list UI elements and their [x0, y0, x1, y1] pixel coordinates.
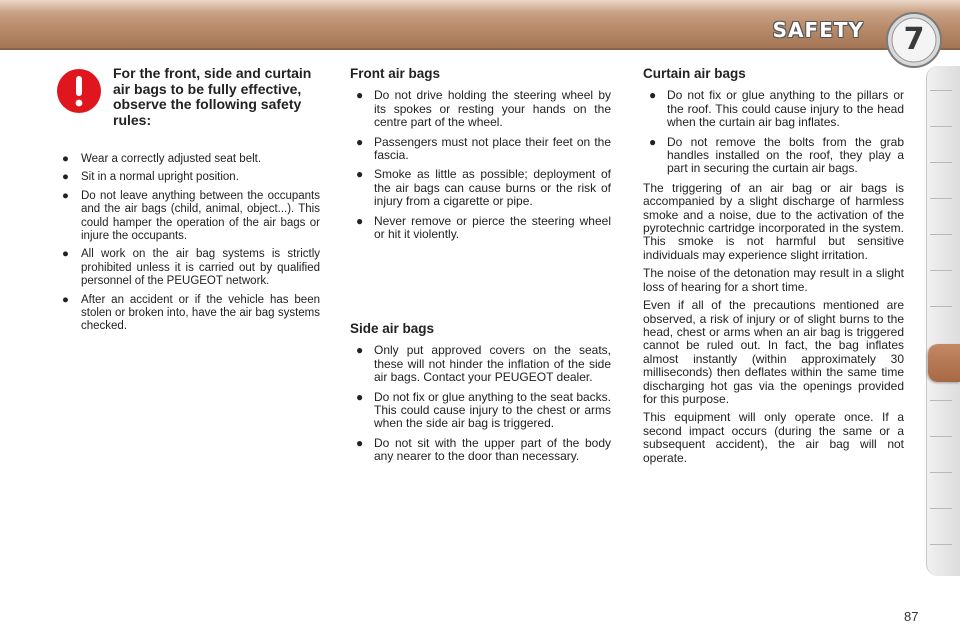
tab-divider — [930, 234, 952, 235]
header-shine — [0, 0, 960, 12]
tab-divider — [930, 198, 952, 199]
front-airbags-heading: Front air bags — [350, 66, 441, 81]
curtain-paragraph: The triggering of an air bag or air bags is accompanied by a slight discharge of harmless smoke and a noise, due to the activation of the pyrotechnic cartridge incorporated in the system. This smoke is not harmful but sensitive individuals may experience slight irritation. — [643, 180, 904, 262]
curtain-paragraph: Even if all of the precautions mentioned are observed, a risk of injury or of slight burns to the head, chest or arms when an air bag is triggered cannot be ruled out. In fact, the bag inflates almost instantly (within approximately 30 milliseconds) then deflates within the same time discharging hot gas via the openings provided for this purpose. — [643, 298, 904, 406]
list-item: ● Do not remove the bolts from the grab handles installed on the roof, they play a part in securing the curtain air bags. — [649, 134, 904, 176]
curtain-paragraph: This equipment will only operate once. If a second impact occurs (during the same or a subsequent accident), the air bag will not operate. — [643, 410, 904, 465]
list-item: ● Do not drive holding the steering wheel by its spokes or resting your hands on the centre part of the wheel. — [356, 88, 611, 130]
list-item: ● Smoke as little as possible; deployment of the air bags can cause burns or the risk of injury from a cigarette or pipe. — [356, 167, 611, 209]
page-number: 87 — [904, 609, 919, 624]
tab-divider — [930, 436, 952, 437]
warning-title: For the front, side and curtain air bags to be fully effective, observe the following safety rules: — [113, 65, 312, 128]
front-airbags-section — [350, 67, 611, 247]
warning-rules — [56, 153, 320, 339]
list-item: ● Passengers must not place their feet on the fascia. — [356, 134, 611, 163]
curtain-paragraph: The noise of the detonation may result in a slight loss of hearing for a short time. — [643, 266, 904, 294]
tab-divider — [930, 126, 952, 127]
list-item: ● After an accident or if the vehicle has been stolen or broken into, have the air bag systems checked. — [62, 293, 320, 333]
chapter-number: 7 — [903, 22, 925, 57]
tab-divider — [930, 508, 952, 509]
side-airbags-section — [350, 322, 611, 470]
list-item: ● Do not leave anything between the occupants and the air bags (child, animal, object...). This could hamper the operation of the air bags or injure the occupants. — [62, 189, 320, 243]
tab-divider — [930, 270, 952, 271]
chapter-tab-active[interactable] — [928, 344, 960, 382]
exclamation-icon — [56, 68, 102, 114]
section-title: SAFETY — [772, 18, 864, 42]
list-item: ● All work on the air bag systems is strictly prohibited unless it is carried out by qualified personnel of the PEUGEOT network. — [62, 248, 320, 288]
tab-divider — [930, 472, 952, 473]
curtain-airbags-heading: Curtain air bags — [643, 66, 746, 81]
list-item: ● Never remove or pierce the steering wheel or hit it violently. — [356, 213, 611, 242]
list-item: ● Sit in a normal upright position. — [62, 171, 239, 184]
curtain-airbags-section — [643, 67, 904, 470]
tab-divider — [930, 544, 952, 545]
list-item: ● Wear a correctly adjusted seat belt. — [62, 153, 262, 165]
list-item: ● Do not sit with the upper part of the body any nearer to the door than necessary. — [356, 435, 611, 464]
tab-divider — [930, 162, 952, 163]
list-item: ● Only put approved covers on the seats, these will not hinder the inflation of the side air bags. Contact your PEUGEOT dealer. — [356, 343, 611, 385]
tab-divider — [930, 400, 952, 401]
list-item: ● Do not fix or glue anything to the seat backs. This could cause injury to the chest or arms when the side air bag is triggered. — [356, 389, 611, 431]
list-item: ● Do not fix or glue anything to the pillars or the roof. This could cause injury to the head when the curtain air bag inflates. — [649, 88, 904, 130]
tab-divider — [930, 90, 952, 91]
tab-divider — [930, 306, 952, 307]
side-airbags-heading: Side air bags — [350, 321, 435, 336]
chapter-tab-strip — [926, 66, 960, 576]
